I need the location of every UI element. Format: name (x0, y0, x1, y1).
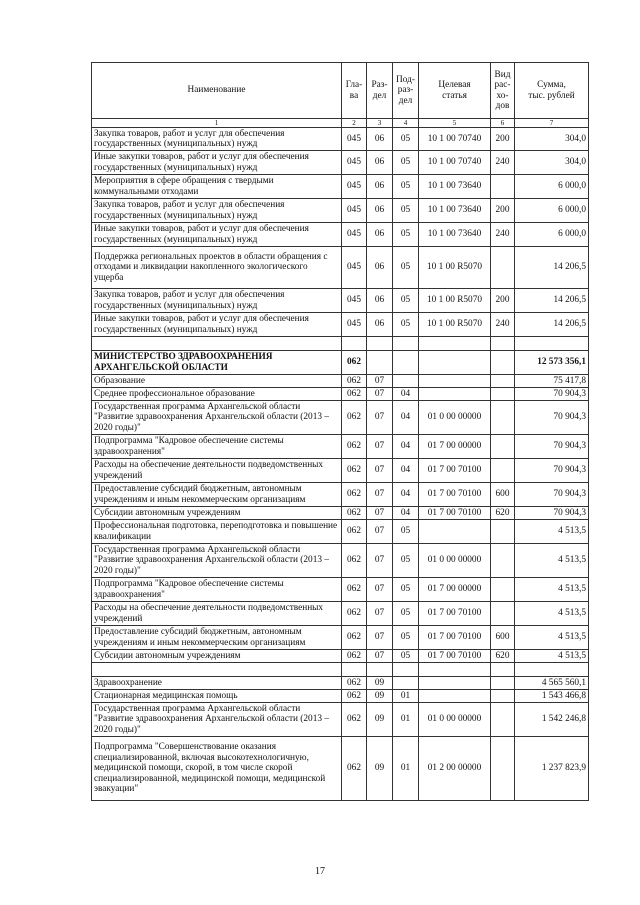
row-glava-cell: 045 (342, 313, 367, 337)
row-sum-cell: 70 904,3 (515, 507, 589, 520)
row-glava-cell: 062 (342, 375, 367, 388)
row-podrazdel-cell: 04 (393, 401, 419, 435)
row-sum-cell: 6 000,0 (515, 199, 589, 223)
row-glava-cell: 062 (342, 578, 367, 602)
row-name-cell: Закупка товаров, работ и услуг для обеспечения государственных (муниципальных) нужд (92, 289, 342, 313)
row-name-cell: Иные закупки товаров, работ и услуг для обеспечения государственных (муниципальных) нужд (92, 223, 342, 247)
table-row (92, 313, 589, 337)
row-target-cell (419, 351, 491, 375)
row-target-cell: 01 0 00 00000 (419, 401, 491, 435)
empty-cell (342, 663, 367, 677)
row-name-cell: Подпрограмма "Совершенствование оказания специализированной, включая высокотехнологичную, медицинской помощи, скорой, в том числе скорой специализированной, медицинской помощи, медицинской эвакуации" (92, 737, 342, 801)
row-podrazdel-cell: 05 (393, 199, 419, 223)
row-sum-cell: 304,0 (515, 128, 589, 151)
row-glava-cell: 045 (342, 199, 367, 223)
row-podrazdel-cell: 01 (393, 737, 419, 801)
row-vid-cell (491, 351, 515, 375)
row-vid-cell (491, 737, 515, 801)
blank-row (92, 337, 589, 351)
column-number: 3 (367, 119, 393, 128)
row-podrazdel-cell: 05 (393, 520, 419, 544)
row-razdel-cell: 07 (367, 459, 393, 483)
row-glava-cell: 062 (342, 483, 367, 507)
blank-row (92, 663, 589, 677)
row-vid-cell (491, 703, 515, 737)
row-name-cell: Государственная программа Архангельской области "Развитие здравоохранения Архангельской области (2013 – 2020 годы)" (92, 401, 342, 435)
row-razdel-cell: 07 (367, 544, 393, 578)
row-sum-cell: 4 513,5 (515, 602, 589, 626)
row-sum-cell: 70 904,3 (515, 435, 589, 459)
row-name-cell: Профессиональная подготовка, переподготовка и повышение квалификации (92, 520, 342, 544)
row-sum-cell: 14 206,5 (515, 313, 589, 337)
row-sum-cell: 4 513,5 (515, 578, 589, 602)
empty-cell (515, 337, 589, 351)
row-sum-cell: 75 417,8 (515, 375, 589, 388)
row-sum-cell: 6 000,0 (515, 223, 589, 247)
column-number-row (92, 119, 589, 128)
row-glava-cell: 062 (342, 351, 367, 375)
row-glava-cell: 062 (342, 435, 367, 459)
row-podrazdel-cell: 05 (393, 578, 419, 602)
row-vid-cell (491, 602, 515, 626)
row-razdel-cell: 06 (367, 289, 393, 313)
table-row (92, 690, 589, 703)
row-sum-cell: 1 542 246,8 (515, 703, 589, 737)
row-vid-cell: 600 (491, 483, 515, 507)
row-podrazdel-cell: 04 (393, 435, 419, 459)
row-razdel-cell: 09 (367, 677, 393, 690)
row-name-cell: Иные закупки товаров, работ и услуг для обеспечения государственных (муниципальных) нужд (92, 151, 342, 175)
column-number: 1 (92, 119, 342, 128)
row-name-cell: Образование (92, 375, 342, 388)
table-row (92, 151, 589, 175)
column-number: 7 (515, 119, 589, 128)
row-razdel-cell: 07 (367, 375, 393, 388)
row-glava-cell: 062 (342, 459, 367, 483)
row-glava-cell: 062 (342, 544, 367, 578)
row-vid-cell: 240 (491, 223, 515, 247)
row-sum-cell: 12 573 356,1 (515, 351, 589, 375)
row-sum-cell: 304,0 (515, 151, 589, 175)
row-razdel-cell: 07 (367, 520, 393, 544)
row-target-cell (419, 375, 491, 388)
row-vid-cell: 620 (491, 507, 515, 520)
table-row (92, 578, 589, 602)
row-razdel-cell: 06 (367, 128, 393, 151)
row-glava-cell: 062 (342, 626, 367, 650)
row-razdel-cell: 07 (367, 578, 393, 602)
row-glava-cell: 062 (342, 690, 367, 703)
table-row (92, 737, 589, 801)
row-podrazdel-cell: 05 (393, 175, 419, 199)
row-vid-cell (491, 175, 515, 199)
row-vid-cell: 240 (491, 151, 515, 175)
empty-cell (491, 663, 515, 677)
row-name-cell: Поддержка региональных проектов в области обращения с отходами и ликвидации накопленного экологического ущерба (92, 247, 342, 289)
row-podrazdel-cell: 04 (393, 483, 419, 507)
row-glava-cell: 045 (342, 128, 367, 151)
row-razdel-cell: 06 (367, 151, 393, 175)
row-razdel-cell: 07 (367, 507, 393, 520)
table-row (92, 175, 589, 199)
empty-cell (515, 663, 589, 677)
row-sum-cell: 4 513,5 (515, 544, 589, 578)
table-row (92, 351, 589, 375)
row-name-cell: Иные закупки товаров, работ и услуг для обеспечения государственных (муниципальных) нужд (92, 313, 342, 337)
row-vid-cell (491, 578, 515, 602)
row-razdel-cell: 06 (367, 199, 393, 223)
row-target-cell: 10 1 00 70740 (419, 151, 491, 175)
empty-cell (92, 337, 342, 351)
row-podrazdel-cell: 05 (393, 151, 419, 175)
row-razdel-cell: 07 (367, 435, 393, 459)
empty-cell (393, 337, 419, 351)
column-number: 5 (419, 119, 491, 128)
row-glava-cell: 045 (342, 289, 367, 313)
row-vid-cell (491, 435, 515, 459)
row-vid-cell: 600 (491, 626, 515, 650)
row-razdel-cell: 06 (367, 247, 393, 289)
row-vid-cell: 240 (491, 313, 515, 337)
table-row (92, 375, 589, 388)
row-sum-cell: 4 513,5 (515, 520, 589, 544)
table-row (92, 677, 589, 690)
row-podrazdel-cell: 05 (393, 247, 419, 289)
row-name-cell: Предоставление субсидий бюджетным, автономным учреждениям и иным некоммерческим организациям (92, 483, 342, 507)
row-target-cell (419, 677, 491, 690)
table-row (92, 289, 589, 313)
row-razdel-cell: 06 (367, 313, 393, 337)
row-sum-cell: 1 543 466,8 (515, 690, 589, 703)
row-target-cell (419, 388, 491, 401)
budget-table (91, 62, 589, 801)
row-name-cell: Мероприятия в сфере обращения с твердыми коммунальными отходами (92, 175, 342, 199)
row-target-cell: 10 1 00 73640 (419, 199, 491, 223)
row-glava-cell: 062 (342, 520, 367, 544)
row-name-cell: Подпрограмма "Кадровое обеспечение системы здравоохранения" (92, 578, 342, 602)
row-razdel-cell: 07 (367, 602, 393, 626)
row-razdel-cell: 09 (367, 737, 393, 801)
row-razdel-cell: 09 (367, 703, 393, 737)
row-target-cell (419, 520, 491, 544)
row-sum-cell: 14 206,5 (515, 289, 589, 313)
row-glava-cell: 045 (342, 175, 367, 199)
row-razdel-cell (367, 351, 393, 375)
row-podrazdel-cell (393, 351, 419, 375)
header-row (92, 63, 589, 119)
row-target-cell: 01 7 00 00000 (419, 435, 491, 459)
row-target-cell: 01 2 00 00000 (419, 737, 491, 801)
table-row (92, 650, 589, 663)
row-sum-cell: 4 565 560,1 (515, 677, 589, 690)
row-target-cell: 10 1 00 73640 (419, 223, 491, 247)
table-row (92, 199, 589, 223)
empty-cell (342, 337, 367, 351)
row-name-cell: Подпрограмма "Кадровое обеспечение системы здравоохранения" (92, 435, 342, 459)
table-row (92, 602, 589, 626)
empty-cell (419, 663, 491, 677)
row-name-cell: Среднее профессиональное образование (92, 388, 342, 401)
row-name-cell: Предоставление субсидий бюджетным, автономным учреждениям и иным некоммерческим организациям (92, 626, 342, 650)
row-podrazdel-cell: 05 (393, 544, 419, 578)
row-vid-cell: 200 (491, 199, 515, 223)
row-glava-cell: 062 (342, 737, 367, 801)
row-podrazdel-cell: 05 (393, 128, 419, 151)
row-target-cell: 01 7 00 70100 (419, 650, 491, 663)
row-name-cell: Расходы на обеспечение деятельности подведомственных учреждений (92, 459, 342, 483)
row-razdel-cell: 07 (367, 483, 393, 507)
header-target: Целевая статья (419, 63, 491, 119)
row-name-cell: Здравоохранение (92, 677, 342, 690)
row-vid-cell (491, 459, 515, 483)
row-glava-cell: 062 (342, 388, 367, 401)
row-glava-cell: 062 (342, 507, 367, 520)
row-sum-cell: 70 904,3 (515, 388, 589, 401)
row-razdel-cell: 06 (367, 175, 393, 199)
row-target-cell: 01 7 00 70100 (419, 483, 491, 507)
row-podrazdel-cell (393, 677, 419, 690)
row-target-cell: 10 1 00 R5070 (419, 313, 491, 337)
table-body (92, 128, 589, 801)
table-row (92, 128, 589, 151)
column-number: 2 (342, 119, 367, 128)
row-sum-cell: 1 237 823,9 (515, 737, 589, 801)
table-row (92, 507, 589, 520)
row-podrazdel-cell: 05 (393, 313, 419, 337)
row-vid-cell (491, 544, 515, 578)
column-number: 6 (491, 119, 515, 128)
row-vid-cell: 200 (491, 289, 515, 313)
row-name-cell: Закупка товаров, работ и услуг для обеспечения государственных (муниципальных) нужд (92, 128, 342, 151)
row-target-cell: 01 7 00 70100 (419, 602, 491, 626)
row-sum-cell: 6 000,0 (515, 175, 589, 199)
empty-cell (419, 337, 491, 351)
empty-cell (491, 337, 515, 351)
row-target-cell: 01 7 00 70100 (419, 507, 491, 520)
row-target-cell: 10 1 00 R5070 (419, 289, 491, 313)
header-razdel: Раз- дел (367, 63, 393, 119)
row-glava-cell: 062 (342, 677, 367, 690)
row-razdel-cell: 07 (367, 626, 393, 650)
empty-cell (92, 663, 342, 677)
row-sum-cell: 4 513,5 (515, 650, 589, 663)
row-vid-cell (491, 690, 515, 703)
row-name-cell: Государственная программа Архангельской области "Развитие здравоохранения Архангельской области (2013 – 2020 годы)" (92, 544, 342, 578)
row-sum-cell: 4 513,5 (515, 626, 589, 650)
row-name-cell: Закупка товаров, работ и услуг для обеспечения государственных (муниципальных) нужд (92, 199, 342, 223)
row-sum-cell: 70 904,3 (515, 483, 589, 507)
row-vid-cell: 620 (491, 650, 515, 663)
row-glava-cell: 062 (342, 650, 367, 663)
row-razdel-cell: 09 (367, 690, 393, 703)
row-glava-cell: 062 (342, 703, 367, 737)
empty-cell (393, 663, 419, 677)
row-target-cell: 01 7 00 70100 (419, 459, 491, 483)
table-row (92, 703, 589, 737)
row-podrazdel-cell: 04 (393, 507, 419, 520)
row-name-cell: МИНИСТЕРСТВО ЗДРАВООХРАНЕНИЯ АРХАНГЕЛЬСКОЙ ОБЛАСТИ (92, 351, 342, 375)
row-target-cell: 10 1 00 R5070 (419, 247, 491, 289)
row-podrazdel-cell: 05 (393, 650, 419, 663)
row-vid-cell (491, 677, 515, 690)
row-target-cell: 10 1 00 73640 (419, 175, 491, 199)
row-sum-cell: 70 904,3 (515, 459, 589, 483)
row-target-cell: 01 7 00 00000 (419, 578, 491, 602)
row-name-cell: Государственная программа Архангельской области "Развитие здравоохранения Архангельской области (2013 – 2020 годы)" (92, 703, 342, 737)
empty-cell (367, 337, 393, 351)
table-row (92, 247, 589, 289)
table-row (92, 459, 589, 483)
row-razdel-cell: 07 (367, 401, 393, 435)
row-vid-cell: 200 (491, 128, 515, 151)
row-name-cell: Стационарная медицинская помощь (92, 690, 342, 703)
row-vid-cell (491, 388, 515, 401)
row-podrazdel-cell: 01 (393, 690, 419, 703)
header-sum: Сумма, тыс. рублей (515, 63, 589, 119)
table-row (92, 483, 589, 507)
row-name-cell: Расходы на обеспечение деятельности подведомственных учреждений (92, 602, 342, 626)
row-podrazdel-cell: 05 (393, 289, 419, 313)
row-vid-cell (491, 375, 515, 388)
row-podrazdel-cell: 04 (393, 459, 419, 483)
row-target-cell: 10 1 00 70740 (419, 128, 491, 151)
row-name-cell: Субсидии автономным учреждениям (92, 650, 342, 663)
row-podrazdel-cell: 05 (393, 626, 419, 650)
row-podrazdel-cell (393, 375, 419, 388)
row-vid-cell (491, 401, 515, 435)
table-row (92, 223, 589, 247)
row-razdel-cell: 06 (367, 223, 393, 247)
row-razdel-cell: 07 (367, 388, 393, 401)
header-podrazdel: Под- раз- дел (393, 63, 419, 119)
table-row (92, 626, 589, 650)
row-target-cell (419, 690, 491, 703)
header-vid: Вид рас- хо- дов (491, 63, 515, 119)
empty-cell (367, 663, 393, 677)
table-row (92, 401, 589, 435)
row-target-cell: 01 7 00 70100 (419, 626, 491, 650)
table-row (92, 520, 589, 544)
row-vid-cell (491, 520, 515, 544)
row-glava-cell: 045 (342, 247, 367, 289)
header-name: Наименование (92, 63, 342, 119)
row-podrazdel-cell: 05 (393, 223, 419, 247)
row-glava-cell: 062 (342, 401, 367, 435)
row-glava-cell: 045 (342, 151, 367, 175)
row-sum-cell: 70 904,3 (515, 401, 589, 435)
header-glava: Гла- ва (342, 63, 367, 119)
table-row (92, 435, 589, 459)
page-number: 17 (315, 866, 325, 877)
row-name-cell: Субсидии автономным учреждениям (92, 507, 342, 520)
row-target-cell: 01 0 00 00000 (419, 544, 491, 578)
row-podrazdel-cell: 05 (393, 602, 419, 626)
row-razdel-cell: 07 (367, 650, 393, 663)
row-podrazdel-cell: 01 (393, 703, 419, 737)
table-row (92, 544, 589, 578)
row-sum-cell: 14 206,5 (515, 247, 589, 289)
row-glava-cell: 045 (342, 223, 367, 247)
column-number: 4 (393, 119, 419, 128)
table-row (92, 388, 589, 401)
row-glava-cell: 062 (342, 602, 367, 626)
row-podrazdel-cell: 04 (393, 388, 419, 401)
row-target-cell: 01 0 00 00000 (419, 703, 491, 737)
row-vid-cell (491, 247, 515, 289)
